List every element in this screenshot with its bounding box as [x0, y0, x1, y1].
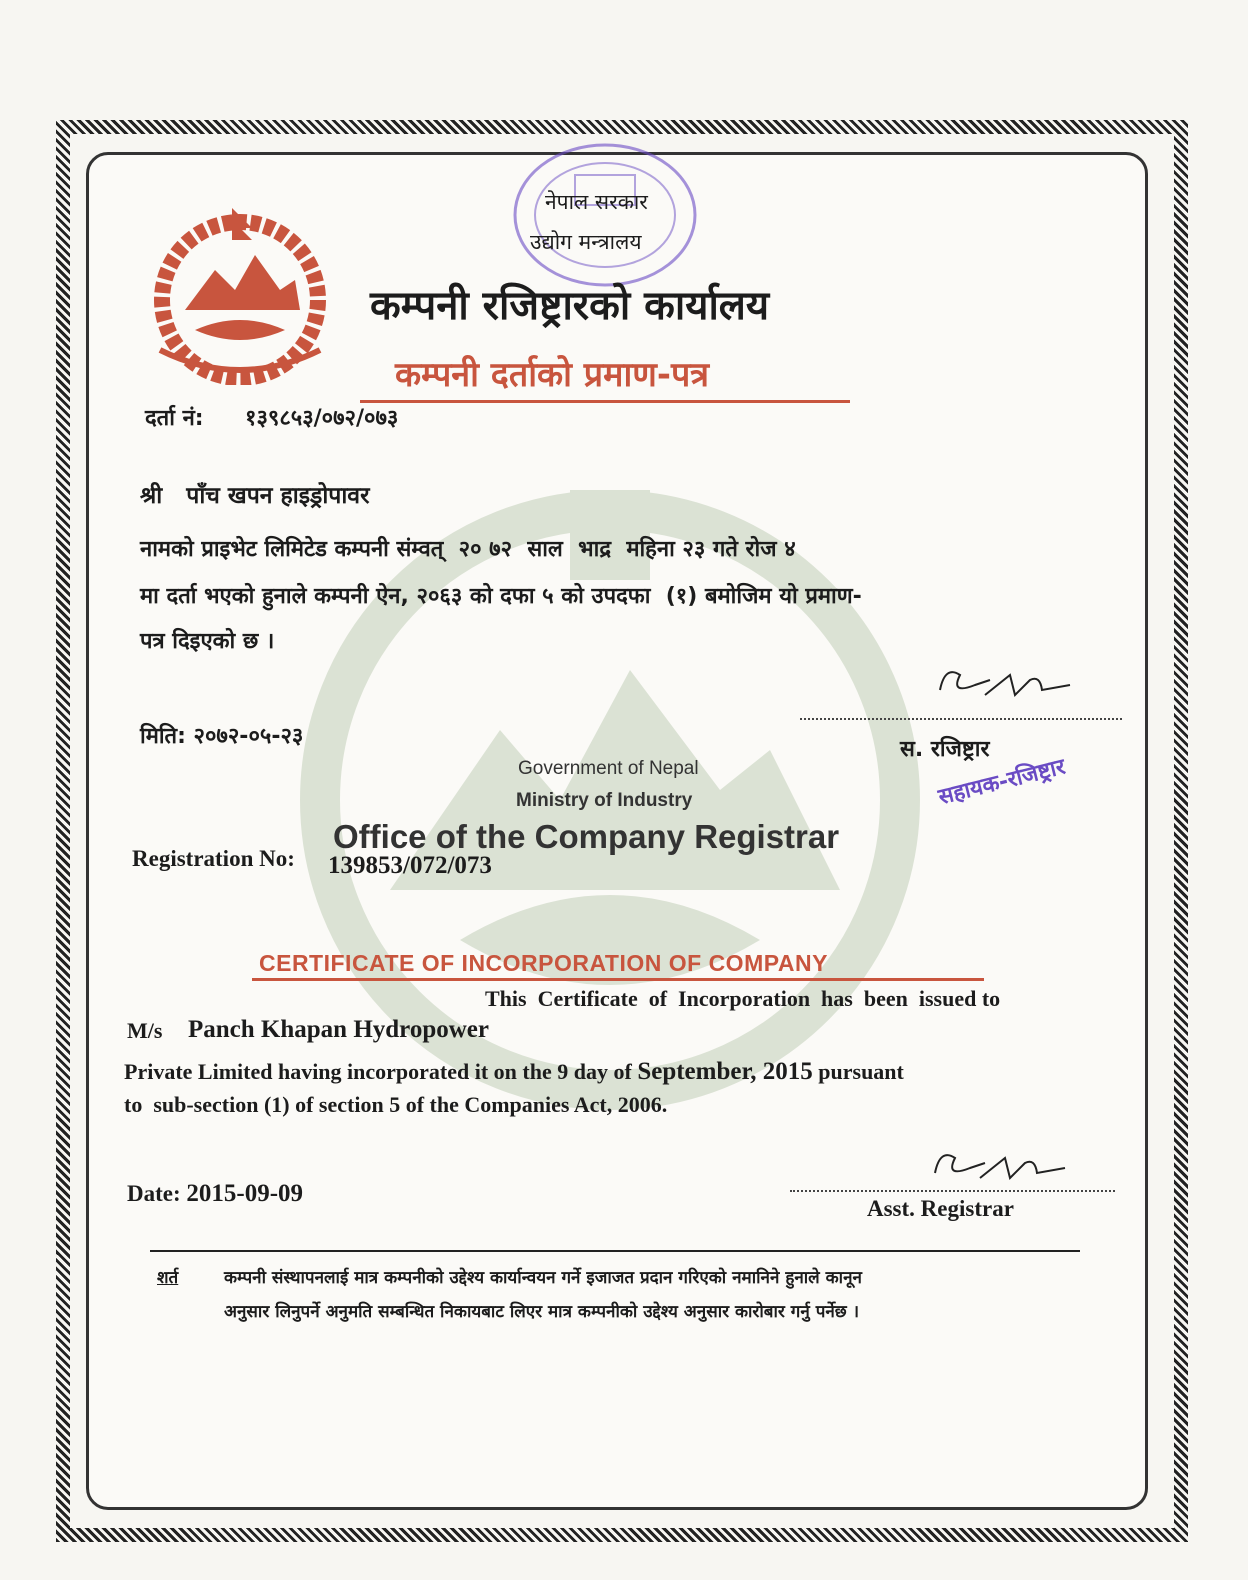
reg-no-np: १३९८५३/०७२/०७३	[245, 406, 399, 431]
company-name-en: Panch Khapan Hydropower	[188, 1016, 489, 1043]
condition-divider	[150, 1250, 1080, 1252]
registrar-signature	[930, 655, 1080, 715]
certificate-title-np: कम्पनी दर्ताको प्रमाण-पत्र	[395, 355, 710, 395]
condition-line1: कम्पनी संस्थापनलाई मात्र कम्पनीको उद्देश्य कार्यान्वयन गर्ने इजाजत प्रदान गरिएको नमानिने हुनाले कानून	[224, 1268, 862, 1288]
signature-line-np	[800, 718, 1122, 720]
body-line2-np: मा दर्ता भएको हुनाले कम्पनी ऐन, २०६३ को दफा ५ को उपदफा (१) बमोजिम यो प्रमाण-	[140, 584, 862, 609]
reg-label-en: Registration No:	[132, 846, 295, 871]
signature-line-en	[790, 1190, 1115, 1192]
condition-label: शर्त	[157, 1268, 179, 1288]
gov-np: नेपाल सरकार	[545, 190, 648, 214]
body-line1-np: नामको प्राइभेट लिमिटेड कम्पनी संम्वत् २० ७२ साल भाद्र महिना २३ गते रोज ४	[140, 537, 796, 562]
ministry-en: Ministry of Industry	[516, 790, 693, 811]
office-title-en: Office of the Company Registrar	[333, 818, 840, 855]
ms-label: M/s	[127, 1018, 163, 1043]
body-line1-en	[124, 1058, 904, 1086]
asst-registrar-stamp: सहायक-रजिष्ट्रार	[935, 754, 1068, 811]
certificate-title-underline-en	[252, 978, 984, 981]
body-line1-en-c: pursuant	[812, 1059, 904, 1084]
date-label-en: Date:	[127, 1181, 181, 1206]
ministry-np: उद्योग मन्त्रालय	[530, 230, 642, 254]
office-title-np: कम्पनी रजिष्ट्रारको कार्यालय	[370, 283, 770, 329]
certificate-title-en: CERTIFICATE OF INCORPORATION OF COMPANY	[259, 950, 828, 976]
issued-line-en: This Certificate of Incorporation has been issued to	[485, 986, 1001, 1011]
body-line3-np: पत्र दिइएको छ ।	[140, 629, 275, 654]
gov-en: Government of Nepal	[518, 758, 699, 779]
nepal-emblem	[140, 200, 340, 385]
body-line1-en-a: Private Limited having incorporated it on the 9 day of	[124, 1059, 638, 1084]
registrar-title-np: स. रजिष्ट्रार	[900, 737, 990, 762]
asst-registrar-signature	[925, 1138, 1075, 1198]
asst-registrar-title-en: Asst. Registrar	[867, 1196, 1014, 1221]
reg-label-np: दर्ता नं:	[145, 406, 204, 431]
company-name-np: श्री पाँच खपन हाइड्रोपावर	[140, 483, 370, 509]
incorporation-date-text: September, 2015	[637, 1058, 813, 1085]
date-np: मिति: २०७२-०५-२३	[140, 724, 304, 749]
body-line2-en: to sub-section (1) of section 5 of the Companies Act, 2006.	[124, 1092, 668, 1117]
reg-no-en: 139853/072/073	[328, 852, 492, 879]
date-value-en: 2015-09-09	[186, 1180, 304, 1207]
date-en	[127, 1180, 303, 1208]
certificate-title-underline-np	[360, 400, 850, 403]
condition-line2: अनुसार लिनुपर्ने अनुमति सम्बन्धित निकायबाट लिएर मात्र कम्पनीको उद्देश्य अनुसार कारोबार गर्नु पर्नेछ ।	[224, 1302, 860, 1322]
